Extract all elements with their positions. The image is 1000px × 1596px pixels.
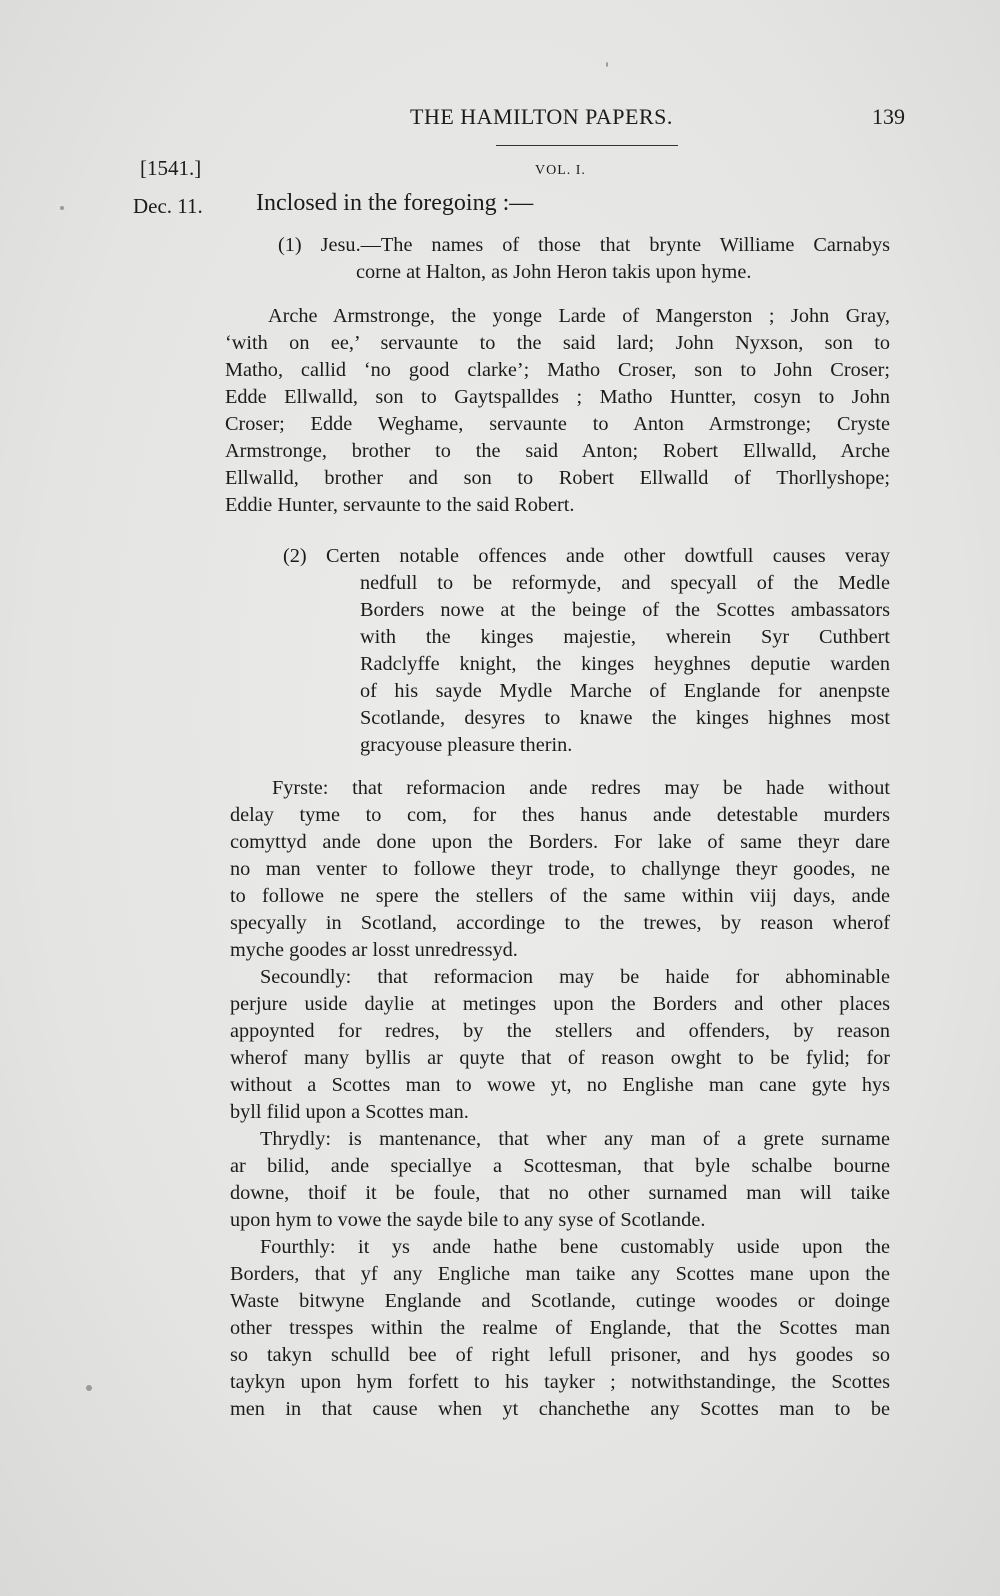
text-line: comyttyd ande done upon the Borders. For lake of same theyr dare [230,831,890,853]
text-line: wherof many byllis ar quyte that of reason owght to be fylid; for [230,1047,890,1069]
text-line: Eddie Hunter, servaunte to the said Robert. [225,494,575,516]
text-line: downe, thoif it be foule, that no other surnamed man will taike [230,1182,890,1204]
text-line: no man venter to followe theyr trode, to challynge theyr goodes, ne [230,858,890,880]
text-line: Radclyffe knight, the kinges heyghnes deputie warden [360,653,890,675]
text-line: without a Scottes man to wowe yt, no Englishe man cane gyte hys [230,1074,890,1096]
text-line: Borders, that yf any Engliche man taike any Scottes mane upon the [230,1263,890,1285]
section-heading: Inclosed in the foregoing :— [256,190,534,216]
text-line: perjure uside daylie at metinges upon the Borders and other places [230,993,890,1015]
text-line: taykyn upon hym forfett to his tayker ; notwithstandinge, the Scottes [230,1371,890,1393]
year-marker: [1541.] [140,156,202,180]
running-title: THE HAMILTON PAPERS. [410,104,673,129]
text-line: myche goodes ar losst unredressyd. [230,939,518,961]
text-line: Armstronge, brother to the said Anton; Robert Ellwalld, Arche [225,440,890,462]
text-line: Croser; Edde Weghame, servaunte to Anton Armstronge; Cryste [225,413,890,435]
text-line: nedfull to be reformyde, and specyall of the Medle [360,572,890,594]
text-line: (1) Jesu.—The names of those that brynte Williame Carnabys [278,234,890,256]
text-line: men in that cause when yt chanchethe any Scottes man to be [230,1398,890,1420]
page-number: 139 [872,104,905,129]
text-line: with the kinges majestie, wherein Syr Cuthbert [360,626,890,648]
text-line: ‘with on ee,’ servaunte to the said lard; John Nyxson, son to [225,332,890,354]
header-rule [496,145,678,146]
text-line: byll filid upon a Scottes man. [230,1101,469,1123]
text-line: of his sayde Mydle Marche of Englande for anenpste [360,680,890,702]
text-line: appoynted for redres, by the stellers and offenders, by reason [230,1020,890,1042]
text-line: Arche Armstronge, the yonge Larde of Mangerston ; John Gray, [268,305,890,327]
text-line: delay tyme to com, for thes hanus ande detestable murders [230,804,890,826]
page-header [0,104,1000,134]
paper-speck [86,1385,92,1391]
text-line: specyally in Scotland, accordinge to the trewes, by reason wherof [230,912,890,934]
text-line: ar bilid, ande speciallye a Scottesman, that byle schalbe bourne [230,1155,890,1177]
text-line: other tresspes within the realme of Englande, that the Scottes man [230,1317,890,1339]
margin-date: Dec. 11. [133,194,203,218]
text-line: so takyn schulld bee of right lefull prisoner, and hys goodes so [230,1344,890,1366]
text-line: Secoundly: that reformacion may be haide for abhominable [260,966,890,988]
text-line: Borders nowe at the beinge of the Scottes ambassators [360,599,890,621]
text-line: Waste bitwyne Englande and Scotlande, cutinge woodes or doinge [230,1290,890,1312]
text-line: Fourthly: it ys ande hathe bene customably uside upon the [260,1236,890,1258]
text-line: (2) Certen notable offences ande other dowtfull causes veray [283,545,890,567]
text-line: Fyrste: that reformacion ande redres may be hade without [272,777,890,799]
volume-label: VOL. I. [535,163,586,178]
text-line: gracyouse pleasure therin. [360,734,573,756]
text-line: to followe ne spere the stellers of the same within viij days, ande [230,885,890,907]
text-line: upon hym to vowe the sayde bile to any syse of Scotlande. [230,1209,706,1231]
text-line: Thrydly: is mantenance, that wher any man of a grete surname [260,1128,890,1150]
paper-speck [606,62,608,67]
text-line: Edde Ellwalld, son to Gaytspalldes ; Matho Huntter, cosyn to John [225,386,890,408]
text-line: Scotlande, desyres to knawe the kinges highnes most [360,707,890,729]
text-line: Ellwalld, brother and son to Robert Ellwalld of Thorllyshope; [225,467,890,489]
paper-speck [60,206,64,210]
text-line: corne at Halton, as John Heron takis upon hyme. [356,261,752,283]
text-line: Matho, callid ‘no good clarke’; Matho Croser, son to John Croser; [225,359,890,381]
